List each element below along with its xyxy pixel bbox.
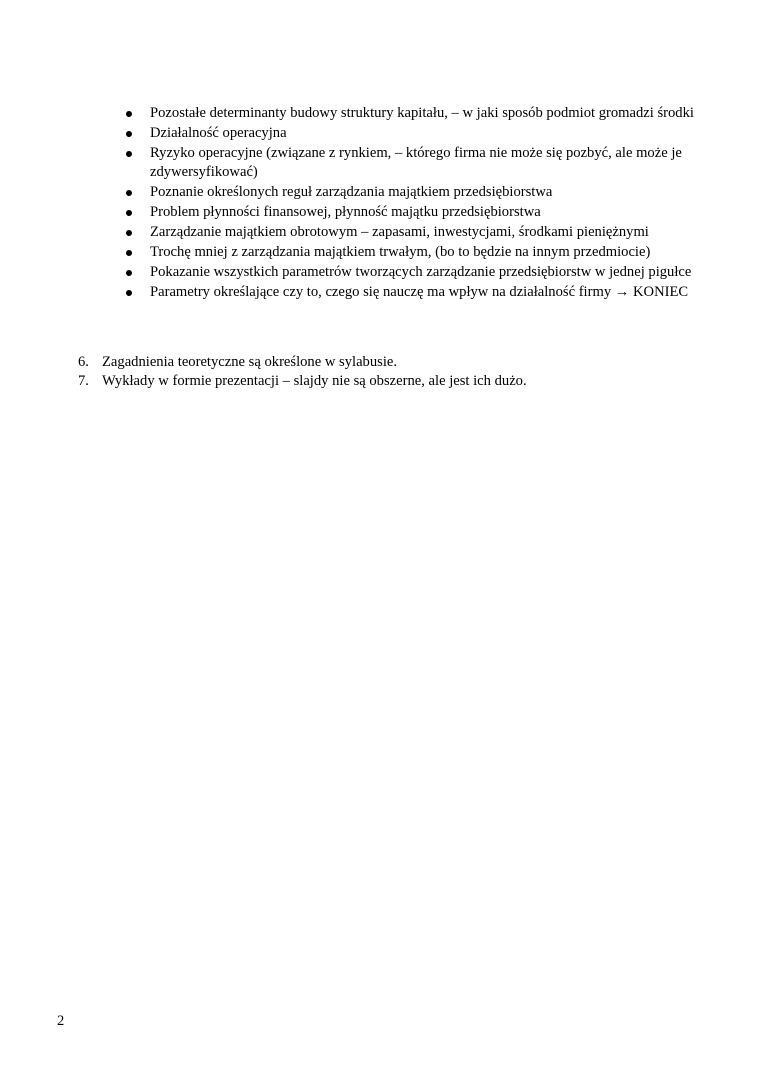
bullet-text: Działalność operacyjna xyxy=(150,125,287,141)
bullet-text: Ryzyko operacyjne (związane z rynkiem, – którego firma nie może się pozbyć, ale może je zdywersyfikować) xyxy=(150,145,682,180)
bullet-icon xyxy=(126,131,132,137)
bullet-icon xyxy=(126,190,132,196)
list-item xyxy=(126,263,706,282)
list-item xyxy=(126,223,706,242)
bullet-icon xyxy=(126,270,132,276)
bullet-icon xyxy=(126,111,132,117)
bullet-text: Trochę mniej z zarządzania majątkiem trwałym, (bo to będzie na innym przedmiocie) xyxy=(150,244,651,260)
bullet-text: Zarządzanie majątkiem obrotowym – zapasami, inwestycjami, środkami pieniężnymi xyxy=(150,224,649,240)
list-item xyxy=(126,283,706,302)
list-item xyxy=(126,124,706,143)
list-text: Zagadnienia teoretyczne są określone w sylabusie. xyxy=(102,354,398,370)
bullet-text: Pozostałe determinanty budowy struktury kapitału, – w jaki sposób podmiot gromadzi środki xyxy=(150,105,694,121)
list-item xyxy=(126,183,706,202)
bullet-icon xyxy=(126,210,132,216)
list-text: Wykłady w formie prezentacji – slajdy nie są obszerne, ale jest ich dużo. xyxy=(102,373,527,389)
bullet-text: Poznanie określonych reguł zarządzania majątkiem przedsiębiorstwa xyxy=(150,184,553,200)
bullet-list xyxy=(126,104,706,303)
bullet-text: Parametry określające czy to, czego się nauczę ma wpływ na działalność firmy → KONIEC xyxy=(150,284,689,300)
bullet-icon xyxy=(126,230,132,236)
bullet-icon xyxy=(126,290,132,296)
bullet-icon xyxy=(126,151,132,157)
page-number: 2 xyxy=(57,1013,65,1029)
list-item xyxy=(78,372,698,391)
bullet-text: Pokazanie wszystkich parametrów tworzących zarządzanie przedsiębiorstw w jednej pigułce xyxy=(150,264,692,280)
bullet-text: Problem płynności finansowej, płynność majątku przedsiębiorstwa xyxy=(150,204,541,220)
list-item xyxy=(126,144,706,182)
list-item xyxy=(78,353,698,372)
bullet-icon xyxy=(126,250,132,256)
list-item xyxy=(126,104,706,123)
list-item xyxy=(126,243,706,262)
list-item xyxy=(126,203,706,222)
list-number: 6. xyxy=(78,354,89,370)
list-number: 7. xyxy=(78,373,89,389)
numbered-list xyxy=(78,353,698,391)
